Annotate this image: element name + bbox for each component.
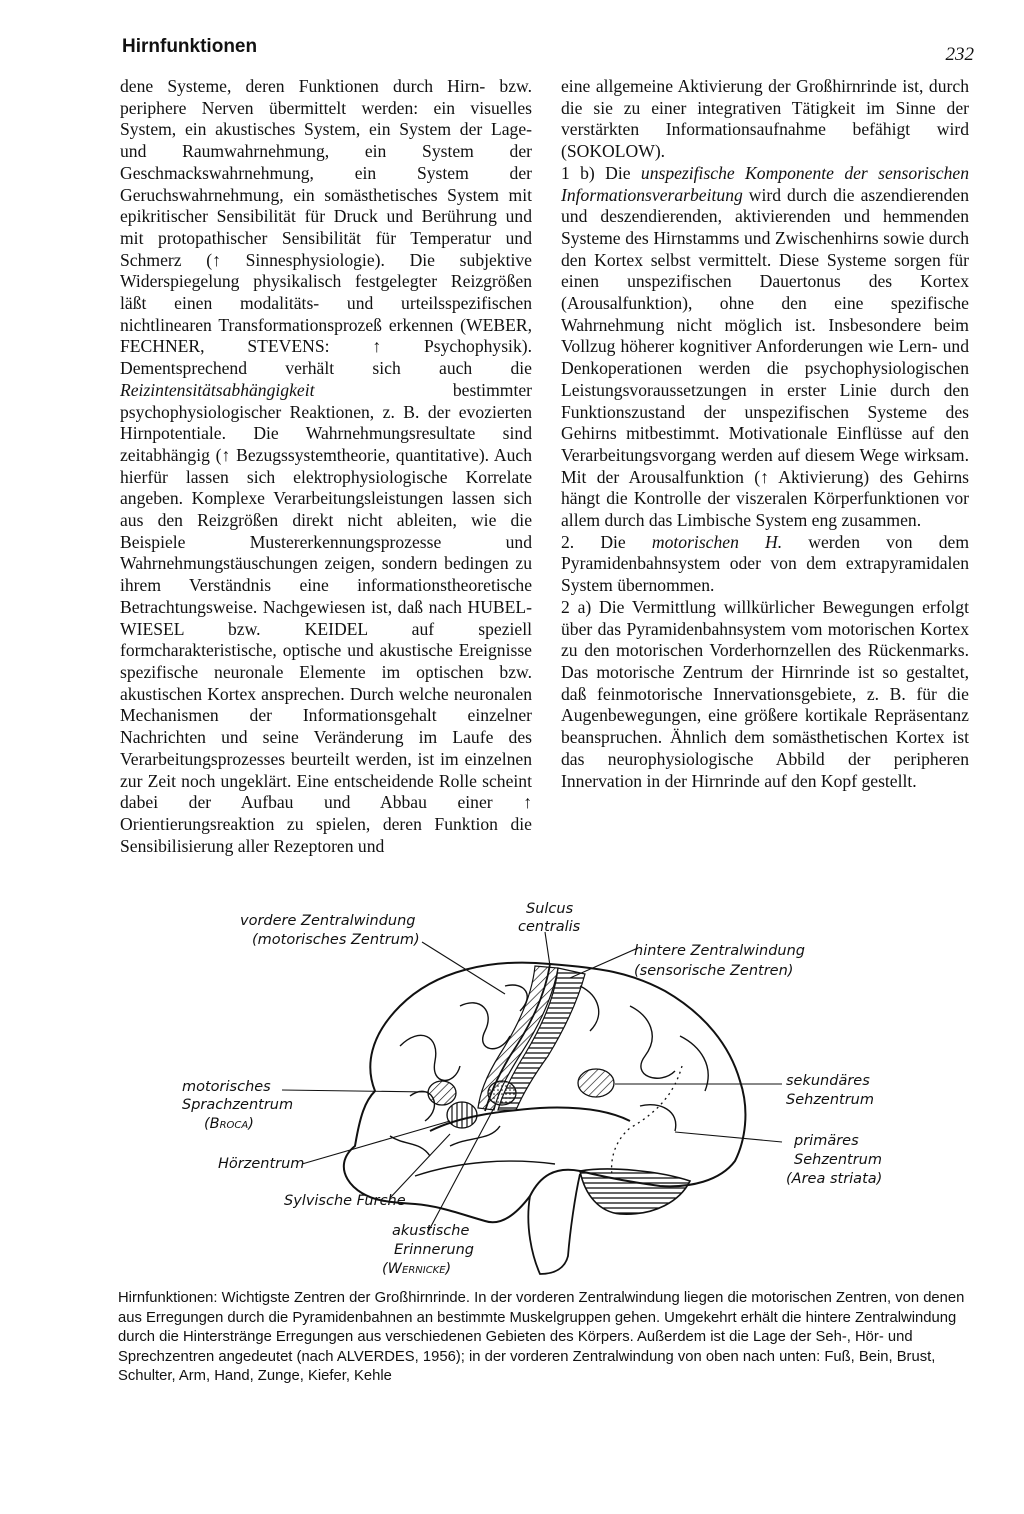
label-sulcus: Sulcus [526, 901, 574, 917]
label-sehzentrum-1: Sehzentrum [794, 1152, 882, 1168]
cerebellum [580, 1169, 690, 1214]
label-sensorische-zentren: (sensorische Zentren) [634, 963, 794, 979]
left-column [120, 76, 532, 857]
right-paragraph-3 [561, 532, 969, 597]
secondary-visual-area [578, 1069, 614, 1097]
left-text-1: dene Systeme, deren Funktionen durch Hirn- bzw. periphere Nerven übermittelt werden: ein visuelles System, ein akustisches System, ein System der Lage- und Raumwahrnehmung, ein System der Geschmackswahrnehmung, ein System der Geruchswahrnehmung, ein somästhetisches System mit epikritischer Sensibilität für Druck und Berührung und mit protopathischer Sensibilität für Temperatur und Schmerz (↑ Sinnesphysiologie). Die subjektive Widerspiegelung physikalisch festgelegter Reizgrößen läßt einen modalitäts- und urteilsspezifischen nichtlinearen Transformationsprozeß erkennen (WEBER, FECHNER, STEVENS: ↑ Psychophysik). Dementsprechend verhält sich auch die [120, 76, 532, 379]
occipital-boundary [612, 1066, 682, 1176]
right-paragraph-1: eine allgemeine Aktivierung der Großhirnrinde ist, durch die sie zu einer integrativen Tätigkeit im Sinne der verstärkten Informationsaufnahme befähigt wird (SOKOLOW). [561, 76, 969, 162]
p3-emphasis: motorischen H. [651, 531, 783, 552]
label-sylvische-furche: Sylvische Furche [284, 1193, 406, 1209]
brain-stem [528, 1174, 580, 1274]
broca-area [428, 1081, 456, 1105]
label-broca: (Broca) [204, 1116, 254, 1132]
label-centralis: centralis [518, 919, 581, 935]
label-hintere-zentralwindung: hintere Zentralwindung [634, 943, 805, 959]
label-motorisches-zentrum: (motorisches Zentrum) [252, 932, 420, 948]
right-paragraph-4: 2 a) Die Vermittlung willkürlicher Bewegungen erfolgt über das Pyramidenbahnsystem vom motorischen Kortex zu den motorischen Vorderhornzellen des Rückenmarks. Das motorische Zentrum der Hirnrinde ist so gestaltet, daß feinmotorische Innervationsgebiete, z. B. für die Augenbewegungen, eine größere kortikale Repräsentanz beanspruchen. Ähnlich dem somästhetischen Kortex ist das neurophysiologische Abbild der peripheren Innervation in der Hirnrinde auf den Kopf gestellt. [561, 596, 969, 791]
left-emphasis: Reizintensitätsabhängigkeit [120, 379, 315, 400]
label-motorisches: motorisches [182, 1079, 271, 1095]
left-paragraph [120, 76, 532, 857]
label-sekundaeres: sekundäres [786, 1073, 870, 1089]
brain-figure [160, 896, 920, 1288]
p3-text: werden von dem Pyramidenbahnsystem oder von dem extrapyramidalen System übernommen. [561, 531, 969, 596]
left-text-2: bestimmter psychophysiologischer Reaktionen, z. B. der evozierten Hirnpotentiale. Die Wahrnehmungsresultate sind zeitabhängig (↑ Bezugssystemtheorie, quantitative). Auch hierfür lassen sich elektrophysiologische Korrelate angeben. Komplexe Verarbeitungsleistungen lassen sich aus den Reizgrößen direkt nicht ableiten, wie die Beispiele Mustererkennungsprozesse und Wahrnehmungstäuschungen zeigen, sondern bedingen zu ihrem Verständnis eine informationstheoretische Betrachtungsweise. Nachgewiesen ist, daß nach HUBEL-WIESEL bzw. KEIDEL auf speziell formcharakteristische, optische und akustische Ereignisse spezifische neuronale Elemente im optischen bzw. akustischen Kortex ansprechen. Durch welche neuronalen Mechanismen der Informationsgehalt einzelner Nachrichten und seine Veränderung im Laufe des Verarbeitungsprozesses beurteilt werden, ist im einzelnen zur Zeit noch ungeklärt. Eine entscheidende Rolle scheint dabei der Aufbau und Abbau einer ↑ Orientierungsreaktion zu spielen, deren Funktion die Sensibilisierung aller Rezeptoren und [120, 379, 532, 856]
label-sehzentrum-2: Sehzentrum [786, 1092, 874, 1108]
label-area-striata: (Area striata) [786, 1171, 883, 1187]
label-vordere-zentralwindung: vordere Zentralwindung [240, 913, 416, 929]
page-number: 232 [945, 44, 974, 65]
label-hoerzentrum: Hörzentrum [218, 1156, 305, 1172]
label-sprachzentrum: Sprachzentrum [182, 1097, 294, 1113]
temporal-lobe-line [415, 1161, 555, 1176]
p2-emphasis: unspezifische Komponente der sensorischen Informationsverarbeitung [561, 162, 969, 205]
auditory-area [447, 1102, 477, 1128]
right-column [561, 76, 969, 792]
p3-lead: 2. Die [561, 531, 626, 552]
figure-caption: Hirnfunktionen: Wichtigste Zentren der Großhirnrinde. In der vorderen Zentralwindung liegen die motorischen Zentren, von denen aus Erregungen durch die Pyramidenbahnen an bestimmte Muskelgruppen gehen. Umgekehrt erhält die hintere Zentralwindung durch die Hinterstränge Erregungen aus verschiedenen Gebieten des Körpers. Außerdem ist die Lage der Seh-, Hör- und Sprechzentren angedeutet (nach ALVERDES, 1956); in der vorderen Zentralwindung von oben nach unten: Fuß, Bein, Brust, Schulter, Arm, Hand, Zunge, Kiefer, Kehle [118, 1290, 965, 1385]
wernicke-area [488, 1081, 516, 1105]
p2-lead: 1 b) Die [561, 162, 631, 183]
right-paragraph-2 [561, 163, 969, 532]
label-primaeres: primäres [794, 1133, 859, 1149]
label-wernicke: (Wernicke) [382, 1261, 452, 1277]
p2-text: wird durch die aszendierenden und deszendierenden, aktivierenden und hemmenden Systeme des Hirnstamms und Zwischenhirns sowie durch den Kortex selbst vermittelt. Diese Systeme sorgen für einen unspezifischen Dauertonus des Kortex (Arousalfunktion), ohne den eine spezifische Wahrnehmung nicht möglich ist. Insbesondere beim Vollzug höherer kognitiver Anforderungen wie Lern- und Denkoperationen werden die psychophysiologischen Leistungsvoraussetzungen in erster Linie durch den Funktionszustand der unspezifischen Systeme des Gehirns mitbestimmt. Motivationale Einflüsse auf den Verarbeitungsvorgang werden auf diesem Wege wirksam. Mit der Arousalfunktion (↑ Aktivierung) des Gehirns hängt die Kontrolle der viszeralen Körperfunktionen vor allem durch das Limbische System eng zusammen. [561, 184, 969, 531]
label-akustische: akustische [392, 1223, 470, 1239]
label-erinnerung: Erinnerung [394, 1242, 474, 1258]
running-header: Hirnfunktionen [122, 36, 258, 57]
